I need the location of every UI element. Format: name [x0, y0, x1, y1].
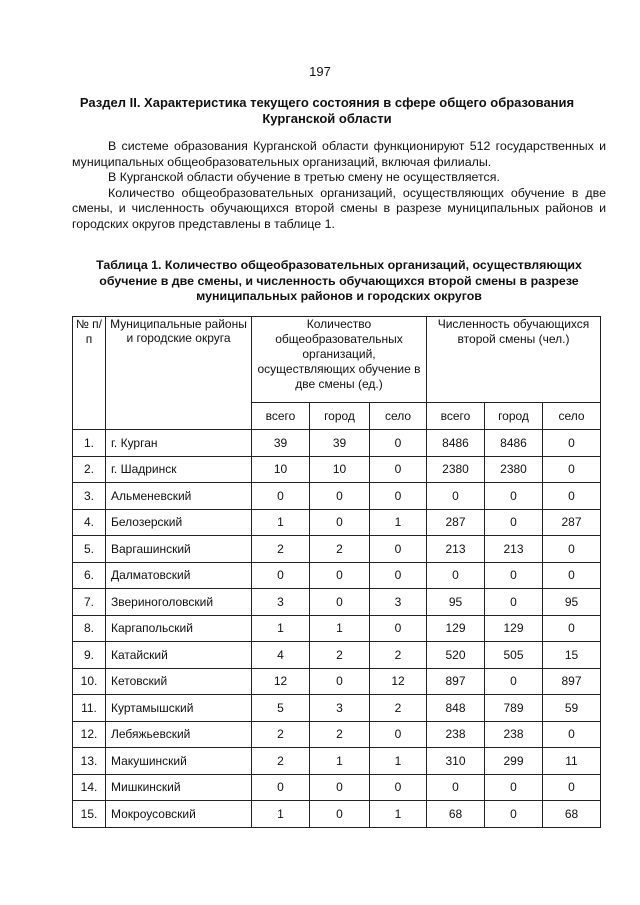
orgs-total-cell: 4	[252, 642, 310, 669]
district-name: Мишкинский	[106, 774, 252, 801]
orgs-total-cell: 1	[252, 509, 310, 536]
orgs-city-cell: 0	[310, 589, 370, 616]
orgs-total-cell: 5	[252, 695, 310, 722]
header-orgs-total: всего	[252, 403, 310, 430]
row-number: 9.	[73, 642, 106, 669]
section-title: Раздел II. Характеристика текущего состояния в сфере общего образования Курганской области	[79, 95, 575, 126]
orgs-total-cell: 3	[252, 589, 310, 616]
district-name: г. Шадринск	[106, 456, 252, 483]
students-village-cell: 15	[543, 642, 601, 669]
row-number: 5.	[73, 536, 106, 563]
orgs-total-cell: 10	[252, 456, 310, 483]
header-students-village: село	[543, 403, 601, 430]
orgs-village-cell: 0	[370, 430, 427, 457]
students-village-cell: 0	[543, 456, 601, 483]
orgs-village-cell: 0	[370, 536, 427, 563]
orgs-city-cell: 2	[310, 721, 370, 748]
students-village-cell: 0	[543, 774, 601, 801]
district-name: г. Курган	[106, 430, 252, 457]
paragraph: В Курганской области обучение в третью смену не осуществляется.	[108, 170, 500, 184]
students-village-cell: 0	[543, 430, 601, 457]
students-village-cell: 11	[543, 748, 601, 775]
district-name: Кетовский	[106, 668, 252, 695]
students-city-cell: 789	[485, 695, 543, 722]
orgs-village-cell: 0	[370, 721, 427, 748]
table-row	[73, 774, 601, 801]
orgs-village-cell: 1	[370, 509, 427, 536]
table-row	[73, 509, 601, 536]
orgs-total-cell: 2	[252, 721, 310, 748]
orgs-city-cell: 0	[310, 774, 370, 801]
header-district: Муниципальные районы и городские округа	[106, 317, 252, 430]
paragraph: В системе образования Курганской области функционируют 512 государственных и муниципальных общеобразовательных организаций, включая филиалы.	[72, 139, 606, 169]
orgs-village-cell: 0	[370, 483, 427, 510]
students-village-cell: 59	[543, 695, 601, 722]
students-city-cell: 505	[485, 642, 543, 669]
orgs-total-cell: 2	[252, 748, 310, 775]
orgs-city-cell: 39	[310, 430, 370, 457]
students-total-cell: 129	[427, 615, 485, 642]
students-city-cell: 0	[485, 509, 543, 536]
table-row	[73, 456, 601, 483]
table-row	[73, 801, 601, 828]
students-city-cell: 0	[485, 801, 543, 828]
district-name: Каргапольский	[106, 615, 252, 642]
data-table	[72, 316, 601, 828]
students-city-cell: 129	[485, 615, 543, 642]
students-city-cell: 0	[485, 589, 543, 616]
students-total-cell: 897	[427, 668, 485, 695]
orgs-city-cell: 2	[310, 642, 370, 669]
row-number: 15.	[73, 801, 106, 828]
orgs-total-cell: 39	[252, 430, 310, 457]
orgs-city-cell: 0	[310, 801, 370, 828]
orgs-city-cell: 0	[310, 509, 370, 536]
district-name: Белозерский	[106, 509, 252, 536]
students-village-cell: 0	[543, 483, 601, 510]
row-number: 4.	[73, 509, 106, 536]
orgs-city-cell: 3	[310, 695, 370, 722]
orgs-city-cell: 1	[310, 748, 370, 775]
table-row	[73, 642, 601, 669]
students-village-cell: 68	[543, 801, 601, 828]
students-village-cell: 0	[543, 536, 601, 563]
orgs-city-cell: 0	[310, 483, 370, 510]
row-number: 8.	[73, 615, 106, 642]
students-total-cell: 848	[427, 695, 485, 722]
orgs-city-cell: 2	[310, 536, 370, 563]
students-city-cell: 0	[485, 483, 543, 510]
table-row	[73, 615, 601, 642]
students-total-cell: 520	[427, 642, 485, 669]
orgs-total-cell: 1	[252, 615, 310, 642]
students-total-cell: 287	[427, 509, 485, 536]
orgs-village-cell: 0	[370, 774, 427, 801]
students-total-cell: 68	[427, 801, 485, 828]
district-name: Куртамышский	[106, 695, 252, 722]
table-row	[73, 562, 601, 589]
students-city-cell: 0	[485, 774, 543, 801]
header-num: № п/п	[73, 317, 106, 430]
orgs-city-cell: 0	[310, 562, 370, 589]
orgs-village-cell: 0	[370, 456, 427, 483]
district-name: Макушинский	[106, 748, 252, 775]
orgs-village-cell: 12	[370, 668, 427, 695]
students-village-cell: 0	[543, 562, 601, 589]
students-city-cell: 213	[485, 536, 543, 563]
students-total-cell: 95	[427, 589, 485, 616]
students-village-cell: 287	[543, 509, 601, 536]
orgs-total-cell: 0	[252, 562, 310, 589]
students-total-cell: 0	[427, 483, 485, 510]
students-city-cell: 0	[485, 668, 543, 695]
table-title: Таблица 1. Количество общеобразовательных организаций, осуществляющих обучение в две смены, и численность обучающихся второй смены в разрезе муниципальных районов и городских округов	[96, 258, 582, 303]
orgs-total-cell: 1	[252, 801, 310, 828]
students-village-cell: 0	[543, 615, 601, 642]
table-row	[73, 483, 601, 510]
orgs-village-cell: 2	[370, 695, 427, 722]
students-total-cell: 310	[427, 748, 485, 775]
orgs-total-cell: 2	[252, 536, 310, 563]
row-number: 2.	[73, 456, 106, 483]
table-row	[73, 430, 601, 457]
students-city-cell: 8486	[485, 430, 543, 457]
students-city-cell: 299	[485, 748, 543, 775]
orgs-village-cell: 1	[370, 748, 427, 775]
orgs-total-cell: 12	[252, 668, 310, 695]
orgs-village-cell: 3	[370, 589, 427, 616]
row-number: 3.	[73, 483, 106, 510]
table-body	[73, 430, 601, 828]
district-name: Лебяжьевский	[106, 721, 252, 748]
students-total-cell: 8486	[427, 430, 485, 457]
header-students-count: Численность обучающихся второй смены (чел.)	[427, 317, 601, 403]
row-number: 13.	[73, 748, 106, 775]
district-name: Звериноголовский	[106, 589, 252, 616]
students-total-cell: 0	[427, 774, 485, 801]
table-row	[73, 536, 601, 563]
orgs-city-cell: 10	[310, 456, 370, 483]
orgs-total-cell: 0	[252, 774, 310, 801]
paragraph: Количество общеобразовательных организаций, осуществляющих обучение в две смены, и численность обучающихся второй смены в разрезе муниципальных районов и городских округов представлены в таблице 1.	[72, 185, 606, 231]
orgs-city-cell: 0	[310, 668, 370, 695]
header-orgs-count: Количество общеобразовательных организаций, осуществляющих обучение в две смены (ед.)	[252, 317, 427, 403]
table-row	[73, 589, 601, 616]
district-name: Далматовский	[106, 562, 252, 589]
page-number: 197	[309, 64, 331, 79]
row-number: 14.	[73, 774, 106, 801]
orgs-total-cell: 0	[252, 483, 310, 510]
orgs-city-cell: 1	[310, 615, 370, 642]
row-number: 12.	[73, 721, 106, 748]
table-row	[73, 721, 601, 748]
header-orgs-village: село	[370, 403, 427, 430]
students-city-cell: 238	[485, 721, 543, 748]
students-total-cell: 213	[427, 536, 485, 563]
students-city-cell: 2380	[485, 456, 543, 483]
orgs-village-cell: 1	[370, 801, 427, 828]
row-number: 10.	[73, 668, 106, 695]
students-city-cell: 0	[485, 562, 543, 589]
students-village-cell: 897	[543, 668, 601, 695]
table-row	[73, 695, 601, 722]
header-students-city: город	[485, 403, 543, 430]
body-text	[72, 139, 606, 232]
row-number: 6.	[73, 562, 106, 589]
orgs-village-cell: 2	[370, 642, 427, 669]
header-students-total: всего	[427, 403, 485, 430]
district-name: Катайский	[106, 642, 252, 669]
students-village-cell: 95	[543, 589, 601, 616]
students-total-cell: 2380	[427, 456, 485, 483]
row-number: 7.	[73, 589, 106, 616]
orgs-village-cell: 0	[370, 562, 427, 589]
students-village-cell: 0	[543, 721, 601, 748]
orgs-village-cell: 0	[370, 615, 427, 642]
header-orgs-city: город	[310, 403, 370, 430]
district-name: Мокроусовский	[106, 801, 252, 828]
students-total-cell: 238	[427, 721, 485, 748]
district-name: Варгашинский	[106, 536, 252, 563]
row-number: 11.	[73, 695, 106, 722]
students-total-cell: 0	[427, 562, 485, 589]
table-row	[73, 748, 601, 775]
district-name: Альменевский	[106, 483, 252, 510]
row-number: 1.	[73, 430, 106, 457]
table-row	[73, 668, 601, 695]
